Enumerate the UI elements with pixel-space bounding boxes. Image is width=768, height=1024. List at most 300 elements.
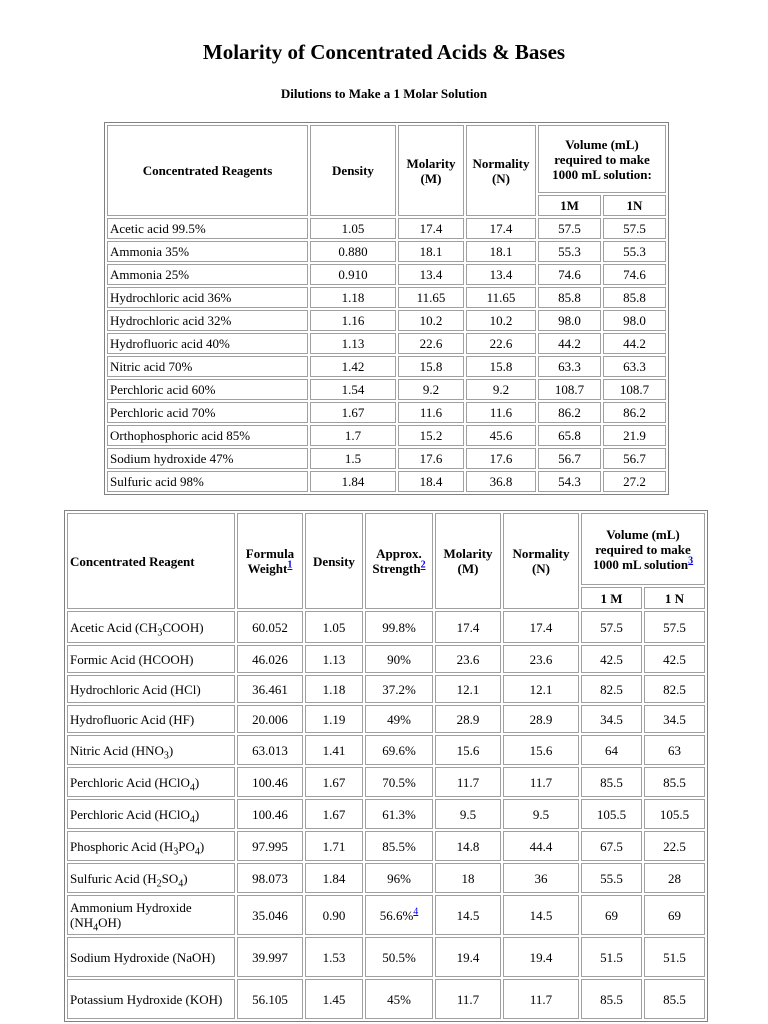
table-cell (503, 979, 579, 1019)
table-cell: 54.3 (538, 471, 601, 492)
table-cell (237, 735, 303, 765)
formula-part: 4 (189, 782, 195, 794)
table-cell: 17.6 (398, 448, 464, 469)
formula-part: Phosphoric Acid (H (70, 838, 174, 854)
reagent-name: Perchloric acid 60% (107, 379, 308, 400)
table-cell: 85.8 (603, 287, 666, 308)
header-volume-2 (581, 513, 705, 585)
v1m-value: 105.5 (596, 806, 627, 822)
strength-label: Approx. Strength (372, 546, 422, 576)
table-cell (503, 767, 579, 797)
fw-value: 56.105 (252, 991, 288, 1007)
table-row (107, 471, 666, 492)
table-row (67, 831, 705, 861)
table-cell (435, 767, 501, 797)
page-subtitle: Dilutions to Make a 1 Molar Solution (280, 86, 488, 101)
strength-value: 37.2% (382, 681, 416, 697)
table-cell (365, 645, 433, 673)
table-cell (644, 831, 705, 861)
table-row (107, 448, 666, 469)
v1m-value: 34.5 (600, 711, 623, 727)
fw-value: 60.052 (252, 619, 288, 635)
table-cell: 45.6 (466, 425, 536, 446)
table-cell: 108.7 (603, 379, 666, 400)
table-cell: 1.67 (310, 402, 396, 423)
table-cell (365, 831, 433, 861)
reagent-name (67, 799, 235, 829)
header-strength (365, 513, 433, 609)
reagent-name (67, 705, 235, 733)
strength-value: 70.5% (382, 774, 416, 790)
table-row (67, 799, 705, 829)
table-cell: 9.2 (466, 379, 536, 400)
table-cell (305, 831, 363, 861)
table-cell (365, 937, 433, 977)
header-formula-weight (237, 513, 303, 609)
table-cell (365, 895, 433, 935)
table-cell: 1.54 (310, 379, 396, 400)
table-cell (644, 799, 705, 829)
reagent-name: Orthophosphoric acid 85% (107, 425, 308, 446)
strength-value: 90% (387, 651, 411, 667)
table-cell (365, 705, 433, 733)
formula-part: SO (161, 870, 179, 886)
table-cell (237, 979, 303, 1019)
formula-part: ) (194, 806, 200, 822)
table-cell: 18.4 (398, 471, 464, 492)
molarity-value: 14.8 (456, 838, 480, 854)
table-cell: 1.05 (310, 218, 396, 239)
table-cell (644, 937, 705, 977)
table-cell (581, 831, 642, 861)
reagent-name (67, 979, 235, 1019)
table-row (107, 287, 666, 308)
table-cell: 11.65 (398, 287, 464, 308)
molarity-value: 17.4 (456, 619, 480, 635)
header-normality: Normality (N) (466, 125, 536, 216)
v1m-value: 64 (605, 742, 618, 758)
reagent-name: Hydrochloric acid 32% (107, 310, 308, 331)
formula-part: ) (194, 774, 200, 790)
reagent-name: Hydrochloric acid 36% (107, 287, 308, 308)
formula-part: Potassium Hydroxide (KOH) (70, 991, 223, 1007)
density-value: 1.53 (322, 949, 346, 965)
normality-value: 44.4 (529, 838, 553, 854)
table-cell (305, 705, 363, 733)
reagent-name: Hydrofluoric acid 40% (107, 333, 308, 354)
table-cell: 11.6 (398, 402, 464, 423)
formula-part: Sulfuric Acid (H (70, 870, 157, 886)
v1n-value: 69 (668, 907, 681, 923)
table-row (107, 310, 666, 331)
formula-part: Nitric Acid (HNO (70, 742, 164, 758)
reagent-name (67, 611, 235, 643)
normality-value: 11.7 (529, 991, 553, 1007)
molarity-value: 18 (461, 870, 475, 886)
table-cell: 98.0 (603, 310, 666, 331)
v1m-value: 85.5 (600, 991, 623, 1007)
density-value: 1.71 (322, 838, 346, 854)
formula-part: 3 (157, 627, 163, 639)
table-cell (237, 645, 303, 673)
formula-part: Perchloric Acid (HClO (70, 806, 190, 822)
reagent-name: Sodium hydroxide 47% (107, 448, 308, 469)
table-row (107, 402, 666, 423)
table-cell (305, 979, 363, 1019)
table-cell (305, 767, 363, 797)
v1n-value: 85.5 (663, 774, 686, 790)
strength-value: 50.5% (382, 949, 416, 965)
reagent-name (67, 767, 235, 797)
header-density-2: Density (305, 513, 363, 609)
density-value: 1.05 (322, 619, 346, 635)
fw-value: 35.046 (252, 907, 288, 923)
table-cell (581, 705, 642, 733)
table-cell: 0.910 (310, 264, 396, 285)
table-cell (435, 831, 501, 861)
formula-part: Ammonium Hydroxide (NH (70, 900, 192, 930)
v1m-value: 57.5 (600, 619, 623, 635)
density-value: 0.90 (322, 907, 346, 923)
normality-value: 23.6 (529, 651, 553, 667)
table-cell (237, 705, 303, 733)
v1n-value: 85.5 (663, 991, 686, 1007)
fw-value: 46.026 (252, 651, 288, 667)
table-cell (644, 979, 705, 1019)
table-cell (435, 863, 501, 893)
table-cell: 108.7 (538, 379, 601, 400)
v1m-value: 82.5 (600, 681, 623, 697)
table-cell: 98.0 (538, 310, 601, 331)
formula-part: ) (199, 838, 205, 854)
table-cell: 27.2 (603, 471, 666, 492)
table-cell (305, 611, 363, 643)
table-cell (305, 675, 363, 703)
table-cell: 57.5 (538, 218, 601, 239)
formula-part: 4 (189, 814, 195, 826)
molarity-value: 11.7 (456, 774, 480, 790)
table-cell: 22.6 (466, 333, 536, 354)
fw-value: 39.997 (252, 949, 288, 965)
formula-part: Formic Acid (HCOOH) (70, 651, 194, 667)
header-reagent: Concentrated Reagent (67, 513, 235, 609)
reagent-name: Perchloric acid 70% (107, 402, 308, 423)
v1n-value: 42.5 (663, 651, 686, 667)
table-cell (503, 735, 579, 765)
table-cell (581, 937, 642, 977)
normality-value: 36 (534, 870, 548, 886)
fw-value: 100.46 (252, 774, 288, 790)
table-row (107, 218, 666, 239)
table-cell (435, 735, 501, 765)
normality-value: 12.1 (529, 681, 553, 697)
v1n-value: 63 (668, 742, 681, 758)
table-cell (644, 611, 705, 643)
table-cell (237, 675, 303, 703)
table-cell (581, 863, 642, 893)
strength-value: 49% (387, 711, 411, 727)
table-cell (435, 705, 501, 733)
reagent-name: Acetic acid 99.5% (107, 218, 308, 239)
density-value: 1.67 (322, 806, 346, 822)
table-cell: 44.2 (538, 333, 601, 354)
footnote-link-3[interactable]: 3 (688, 555, 694, 567)
header-1n-2: 1 N (644, 587, 705, 609)
table-cell (237, 611, 303, 643)
density-value: 1.18 (322, 681, 346, 697)
volume-label: Volume (mL) required to make 1000 mL solution (592, 526, 691, 572)
table-cell: 1.5 (310, 448, 396, 469)
table-cell: 15.8 (398, 356, 464, 377)
table-cell: 10.2 (466, 310, 536, 331)
table-cell: 74.6 (538, 264, 601, 285)
molarity-value: 28.9 (456, 711, 480, 727)
strength-value: 99.8% (382, 619, 416, 635)
table-cell (644, 895, 705, 935)
footnote-link-2[interactable]: 2 (420, 559, 426, 571)
table-cell (237, 799, 303, 829)
header-density: Density (310, 125, 396, 216)
table-cell: 74.6 (603, 264, 666, 285)
formula-part: COOH) (162, 619, 204, 635)
table-cell (644, 735, 705, 765)
table-cell: 56.7 (538, 448, 601, 469)
v1n-value: 82.5 (663, 681, 686, 697)
v1n-value: 51.5 (663, 949, 686, 965)
table-cell (503, 705, 579, 733)
formula-part: 2 (156, 878, 162, 890)
formula-part: Hydrofluoric Acid (HF) (70, 711, 195, 727)
table-cell: 1.16 (310, 310, 396, 331)
table-cell: 57.5 (603, 218, 666, 239)
header-1m-2: 1 M (581, 587, 642, 609)
formula-part: OH) (98, 915, 122, 930)
table-cell: 10.2 (398, 310, 464, 331)
reagent-name: Sulfuric acid 98% (107, 471, 308, 492)
strength-value: 61.3% (382, 806, 416, 822)
header-volume: Volume (mL) required to make 1000 mL solution: (538, 125, 666, 193)
formula-part: 4 (93, 922, 99, 934)
formula-part: 3 (173, 846, 179, 858)
table-cell: 56.7 (603, 448, 666, 469)
table-cell: 1.7 (310, 425, 396, 446)
normality-value: 11.7 (529, 774, 553, 790)
table-cell: 18.1 (466, 241, 536, 262)
table-row (67, 645, 705, 673)
table-cell (237, 831, 303, 861)
table-cell (365, 799, 433, 829)
strength-value: 56.6% (379, 907, 414, 923)
table-cell: 36.8 (466, 471, 536, 492)
header-1n: 1N (603, 195, 666, 216)
formula-part: Sodium Hydroxide (NaOH) (70, 949, 216, 965)
table-cell: 11.6 (466, 402, 536, 423)
table-cell (365, 675, 433, 703)
formula-part: Perchloric Acid (HClO (70, 774, 190, 790)
table-cell: 17.4 (466, 218, 536, 239)
v1m-value: 69 (605, 907, 618, 923)
reagent-name (67, 831, 235, 861)
header-reagents: Concentrated Reagents (107, 125, 308, 216)
normality-value: 9.5 (532, 806, 550, 822)
table-row (67, 863, 705, 893)
formula-part: Acetic Acid (CH (70, 619, 158, 635)
table-row (107, 333, 666, 354)
table-row (107, 379, 666, 400)
table-cell (503, 675, 579, 703)
table-cell (581, 611, 642, 643)
density-value: 1.84 (322, 870, 346, 886)
table-cell: 0.880 (310, 241, 396, 262)
table-cell (644, 863, 705, 893)
table-row (67, 705, 705, 733)
molarity-value: 12.1 (456, 681, 480, 697)
table-row (107, 356, 666, 377)
table-row (107, 425, 666, 446)
table-cell: 13.4 (466, 264, 536, 285)
table-cell (365, 611, 433, 643)
table-cell (503, 645, 579, 673)
v1m-value: 55.5 (600, 870, 623, 886)
table-cell: 15.8 (466, 356, 536, 377)
table-cell (503, 799, 579, 829)
table-cell (305, 799, 363, 829)
formula-weight-label: Formula Weight (245, 546, 295, 576)
molarity-value: 23.6 (456, 651, 480, 667)
table-cell: 21.9 (603, 425, 666, 446)
dilution-table-1 (104, 122, 669, 495)
table-row (67, 979, 705, 1019)
table-cell (435, 799, 501, 829)
v1n-value: 105.5 (659, 806, 690, 822)
strength-value: 85.5% (382, 838, 416, 854)
table-cell: 18.1 (398, 241, 464, 262)
formula-part: ) (183, 870, 188, 886)
table-cell (644, 705, 705, 733)
table-cell (305, 937, 363, 977)
molarity-value: 19.4 (456, 949, 480, 965)
table-cell (503, 611, 579, 643)
header-molarity-2: Molarity (M) (435, 513, 501, 609)
density-value: 1.41 (322, 742, 346, 758)
footnote-link-1[interactable]: 1 (287, 559, 293, 571)
table-cell (305, 895, 363, 935)
table-cell: 1.42 (310, 356, 396, 377)
strength-value: 96% (387, 870, 411, 886)
v1n-value: 28 (668, 870, 681, 886)
table-cell (644, 645, 705, 673)
table-cell (435, 675, 501, 703)
normality-value: 19.4 (529, 949, 553, 965)
reagent-name: Nitric acid 70% (107, 356, 308, 377)
table-cell: 15.2 (398, 425, 464, 446)
table-cell (365, 735, 433, 765)
table-cell: 63.3 (603, 356, 666, 377)
table-row (67, 735, 705, 765)
reagent-name: Ammonia 35% (107, 241, 308, 262)
table-cell: 55.3 (603, 241, 666, 262)
v1m-value: 67.5 (600, 838, 623, 854)
strength-value: 45% (387, 991, 411, 1007)
table-cell (503, 863, 579, 893)
table-cell: 65.8 (538, 425, 601, 446)
table-cell: 86.2 (538, 402, 601, 423)
table-cell (581, 799, 642, 829)
table-row (67, 767, 705, 797)
density-value: 1.13 (322, 651, 346, 667)
table-cell (435, 979, 501, 1019)
table-cell: 86.2 (603, 402, 666, 423)
reagent-name (67, 675, 235, 703)
table-cell (305, 735, 363, 765)
v1n-value: 22.5 (663, 838, 686, 854)
table-cell: 17.6 (466, 448, 536, 469)
table-cell (365, 863, 433, 893)
v1m-value: 51.5 (600, 949, 623, 965)
reagent-name (67, 863, 235, 893)
table-cell (581, 895, 642, 935)
fw-value: 98.073 (252, 870, 288, 886)
table-cell (237, 895, 303, 935)
table-cell: 63.3 (538, 356, 601, 377)
density-value: 1.19 (322, 711, 346, 727)
table-cell (305, 645, 363, 673)
footnote-link-4[interactable]: 4 (413, 906, 419, 918)
fw-value: 20.006 (252, 711, 288, 727)
table-cell (503, 937, 579, 977)
molarity-value: 11.7 (456, 991, 480, 1007)
reagent-name (67, 937, 235, 977)
normality-value: 15.6 (529, 742, 553, 758)
table-cell (644, 767, 705, 797)
table-cell (581, 767, 642, 797)
reagent-name: Ammonia 25% (107, 264, 308, 285)
table-cell (305, 863, 363, 893)
reagent-name (67, 735, 235, 765)
fw-value: 100.46 (252, 806, 288, 822)
table-cell (581, 645, 642, 673)
table-cell (365, 767, 433, 797)
header-molarity: Molarity (M) (398, 125, 464, 216)
v1n-value: 57.5 (663, 619, 686, 635)
table-cell: 17.4 (398, 218, 464, 239)
page-title: Molarity of Concentrated Acids & Bases (202, 40, 566, 64)
header-1m: 1M (538, 195, 601, 216)
dilution-table-2 (64, 510, 708, 1022)
table-cell: 44.2 (603, 333, 666, 354)
normality-value: 28.9 (529, 711, 553, 727)
table-cell (581, 979, 642, 1019)
formula-part: Hydrochloric Acid (HCl) (70, 681, 201, 697)
table-row (67, 611, 705, 643)
normality-value: 17.4 (529, 619, 553, 635)
table-cell: 13.4 (398, 264, 464, 285)
formula-part: 3 (163, 750, 169, 762)
table-cell (435, 611, 501, 643)
table-cell: 1.13 (310, 333, 396, 354)
fw-value: 63.013 (252, 742, 288, 758)
formula-part: 4 (194, 846, 200, 858)
table-cell: 9.2 (398, 379, 464, 400)
reagent-name (67, 895, 235, 935)
table-cell (644, 675, 705, 703)
formula-part: 4 (178, 878, 184, 890)
table-cell (503, 895, 579, 935)
fw-value: 97.995 (252, 838, 288, 854)
formula-part: PO (178, 838, 195, 854)
table-cell (581, 735, 642, 765)
table-cell (435, 895, 501, 935)
